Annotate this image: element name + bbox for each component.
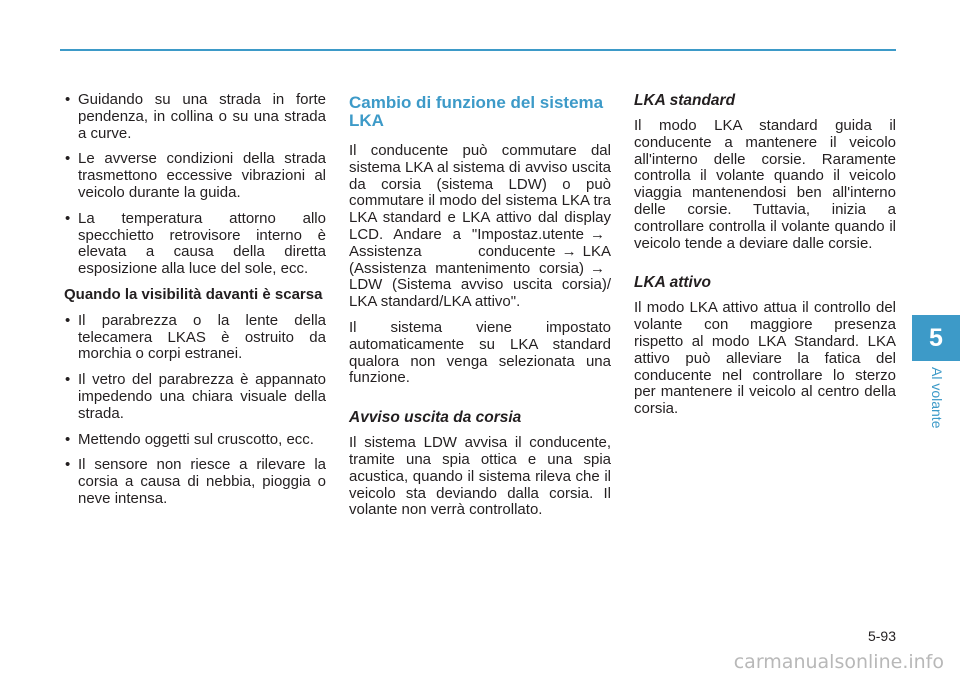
- arrow-right-icon: →: [590, 225, 605, 243]
- watermark: carmanualsonline.info: [733, 651, 944, 673]
- list-item: • Guidando su una strada in forte pendenza, in collina o su una strada a curve.: [64, 92, 326, 142]
- text-span: LKA (Assistenza mantenimento corsia): [349, 242, 611, 277]
- arrow-right-icon: →: [561, 242, 577, 260]
- list-item: • Mettendo oggetti sul cruscotto, ecc.: [64, 432, 326, 449]
- paragraph-lka-switch: [349, 143, 611, 311]
- chapter-tab: 5: [912, 315, 960, 361]
- header-rule: [60, 49, 896, 51]
- page-number: 5-93: [867, 628, 896, 644]
- column-middle: [349, 92, 611, 528]
- paragraph-ldw: Il sistema LDW avvisa il conducente, tramite una spia ottica e una spia acustica, quando il sistema rileva che il veicolo sta deviando dalla corsia. Il volante non verrà controllato.: [349, 434, 611, 519]
- subtitle-ldw: Avviso uscita da corsia: [349, 409, 522, 427]
- column-right: [634, 92, 896, 427]
- visibility-heading: Quando la visibilità davanti è scarsa: [64, 285, 323, 303]
- bullet-list-visibility: [64, 313, 326, 508]
- list-item: • Il parabrezza o la lente della telecamera LKAS è ostruito da morchia o corpi estranei.: [64, 313, 326, 363]
- section-title-lka-change: Cambio di funzione del sistema LKA: [349, 93, 604, 130]
- column-left: [64, 92, 326, 517]
- paragraph-lka-active: Il modo LKA attivo attua il controllo del volante con maggiore presenza rispetto al modo LKA Standard. LKA attivo può alleviare la fatica del conducente nel controllare lo sterzo per mantenere il veicolo al centro della corsia.: [634, 299, 896, 418]
- subtitle-lka-active: LKA attivo: [634, 274, 711, 292]
- text-span: Il conducente può commutare dal sistema LKA al sistema di avviso uscita da corsia (sistema LDW) o può commutare il modo del sistema LKA tra LKA standard e LKA attivo dal display LCD. Andare a "Impostaz.utente: [349, 142, 611, 243]
- list-item: • Il sensore non riesce a rilevare la corsia a causa di nebbia, pioggia o neve intensa.: [64, 457, 326, 507]
- subtitle-lka-standard: LKA standard: [634, 92, 736, 109]
- paragraph-default-mode: Il sistema viene impostato automaticamente su LKA standard qualora non venga selezionata una funzione.: [349, 318, 611, 387]
- arrow-right-icon: →: [590, 259, 605, 277]
- paragraph-lka-standard: Il modo LKA standard guida il conducente a mantenere il veicolo all'interno delle corsie. Raramente controlla il volante quando il veicolo viaggia mantenendosi ben all'interno delle corsie. Tuttavia, inizia a controllare controlla il volante quando il veicolo tende a deviare dalle corsie.: [634, 117, 896, 252]
- list-item: • Il vetro del parabrezza è appannato impedendo una chiara visuale della strada.: [64, 372, 326, 422]
- list-item: • La temperatura attorno allo specchietto retrovisore interno è elevata a causa della diretta esposizione alla luce del sole, ecc.: [64, 211, 326, 278]
- text-span: LDW (Sistema avviso uscita corsia)/ LKA standard/LKA attivo".: [349, 276, 611, 311]
- chapter-label: Al volante: [929, 367, 945, 429]
- list-item: • Le avverse condizioni della strada trasmettono eccessive vibrazioni al veicolo durante la guida.: [64, 151, 326, 201]
- text-span: Assistenza conducente: [349, 242, 556, 260]
- bullet-list-conditions: [64, 92, 326, 278]
